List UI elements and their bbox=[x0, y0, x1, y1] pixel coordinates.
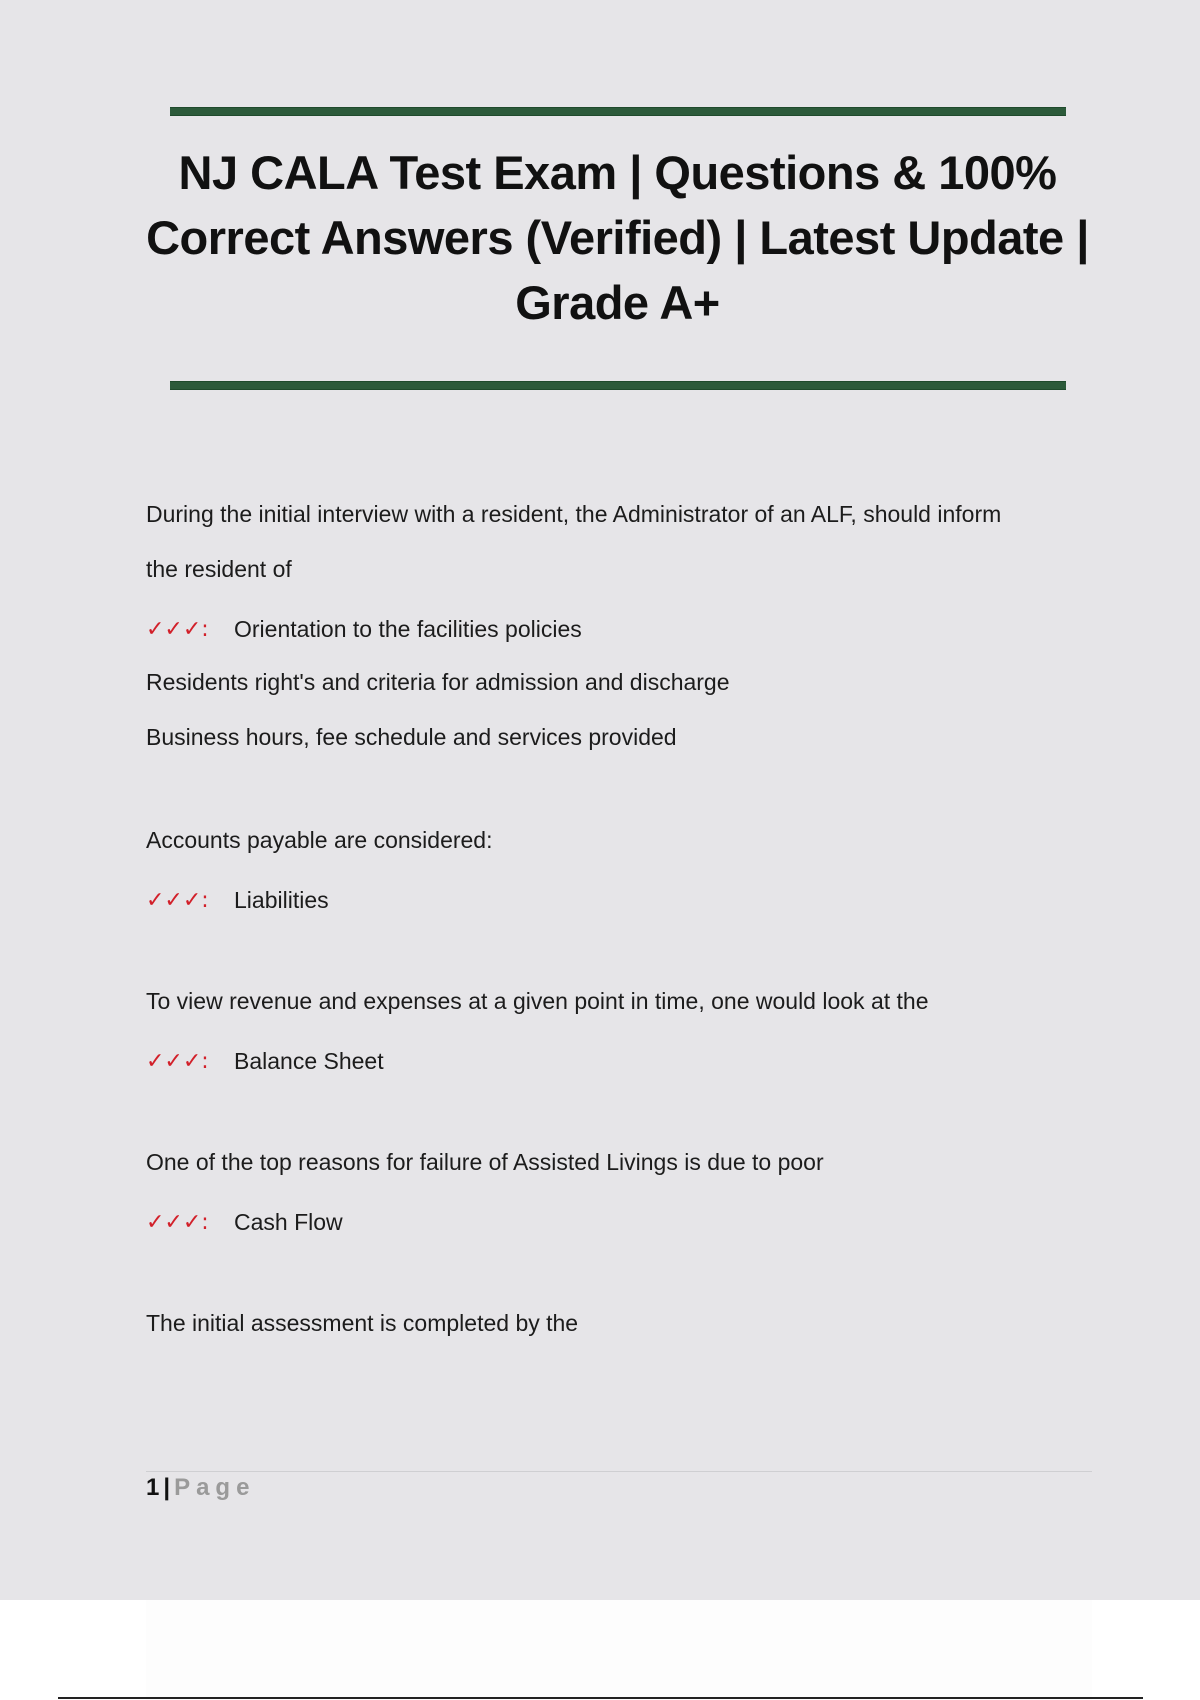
next-page-preview bbox=[146, 1600, 1092, 1700]
answer-text: Cash Flow bbox=[234, 1208, 343, 1235]
check-mark-icon: ✓✓✓: bbox=[146, 1048, 209, 1074]
page-number: 1 bbox=[146, 1474, 160, 1501]
question-block bbox=[146, 977, 1076, 1090]
question-text: the resident of bbox=[146, 556, 292, 582]
question-text: Accounts payable are considered: bbox=[146, 827, 493, 853]
question-text: One of the top reasons for failure of Assisted Livings is due to poor bbox=[146, 1149, 824, 1175]
answer-row bbox=[146, 1032, 1076, 1090]
answer-extra-text: Business hours, fee schedule and services provided bbox=[146, 724, 677, 750]
page-footer bbox=[146, 1473, 255, 1503]
question-block bbox=[146, 1138, 1076, 1251]
check-mark-icon: ✓✓✓: bbox=[146, 1209, 209, 1235]
page-label: Page bbox=[174, 1474, 256, 1501]
check-mark-icon: ✓✓✓: bbox=[146, 616, 209, 642]
footer-divider bbox=[146, 1471, 1092, 1472]
answer-row bbox=[146, 1193, 1076, 1251]
title-top-rule bbox=[170, 107, 1066, 116]
question-block bbox=[146, 490, 1076, 768]
footer-separator: | bbox=[163, 1474, 171, 1501]
question-text: During the initial interview with a resident, the Administrator of an ALF, should inform bbox=[146, 501, 1002, 527]
document-title: NJ CALA Test Exam | Questions & 100% Correct Answers (Verified) | Latest Update | Grade A+ bbox=[146, 146, 1089, 329]
title-bottom-rule bbox=[170, 381, 1066, 390]
question-list bbox=[146, 490, 1076, 1354]
answer-text: Balance Sheet bbox=[234, 1047, 384, 1074]
question-block bbox=[146, 1299, 1076, 1354]
answer-row bbox=[146, 871, 1076, 929]
question-text: To view revenue and expenses at a given point in time, one would look at the bbox=[146, 988, 929, 1014]
check-mark-icon: ✓✓✓: bbox=[146, 887, 209, 913]
next-page-rule bbox=[58, 1697, 1143, 1699]
question-block bbox=[146, 816, 1076, 929]
answer-extra-text: Residents right's and criteria for admission and discharge bbox=[146, 669, 730, 695]
answer-text: Orientation to the facilities policies bbox=[234, 615, 582, 642]
answer-text: Liabilities bbox=[234, 886, 329, 913]
question-text: The initial assessment is completed by the bbox=[146, 1310, 579, 1336]
answer-row bbox=[146, 600, 1076, 658]
